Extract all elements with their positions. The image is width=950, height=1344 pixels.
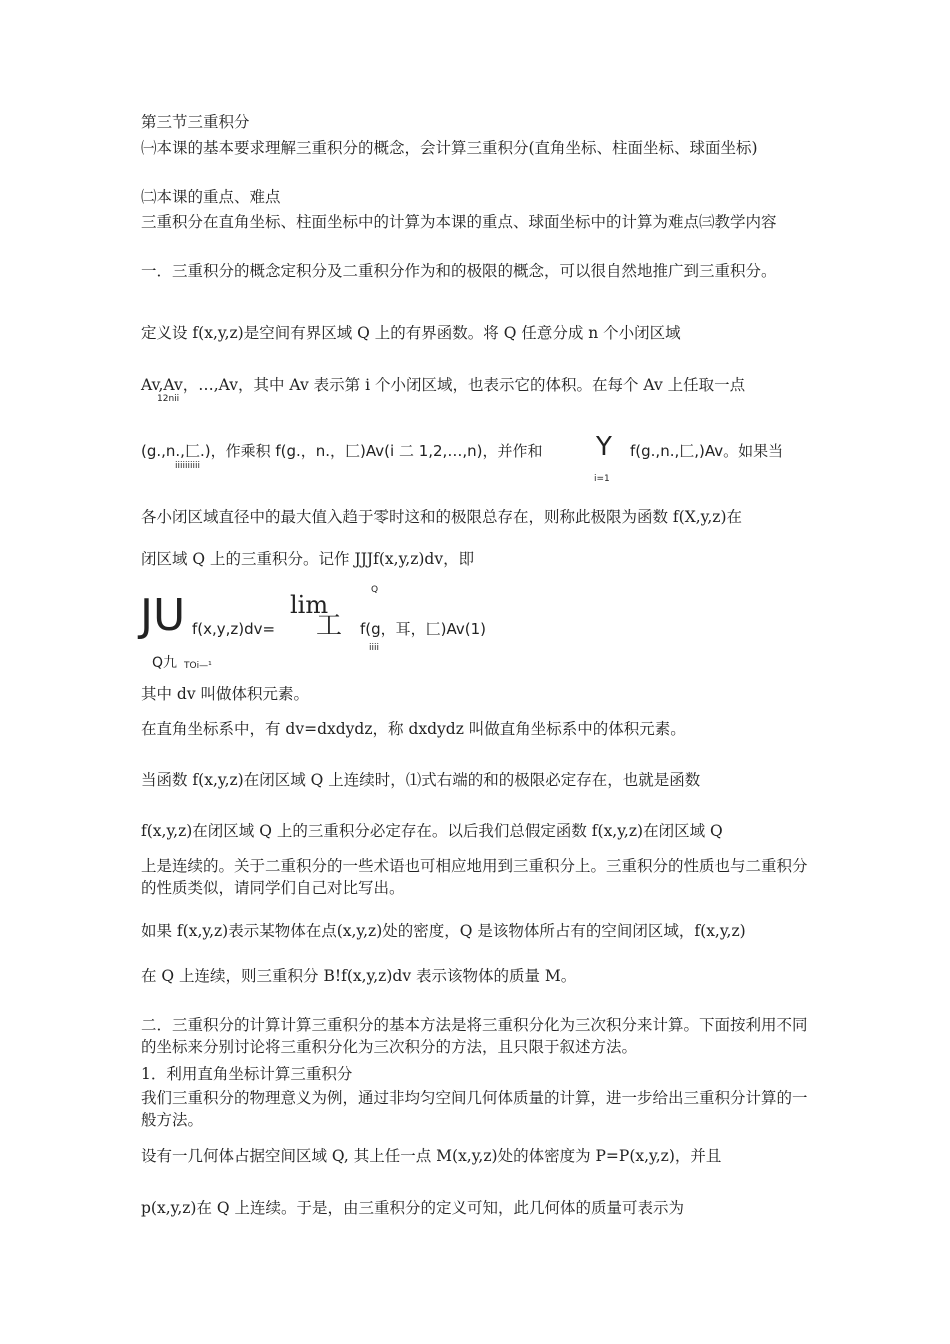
partition-line: Av,Av，…,Av，其中 Av 表示第 i 个小闭区域，也表示它的体积。在每个 Av 上任取一点 [141,376,746,394]
sum-index: i=1 [594,474,610,484]
product-subscripts: iiiiiiiiii [175,461,201,471]
formula-region-label: Q [371,585,379,595]
continuity-line: 当函数 f(x,y,z)在闭区域 Q 上连续时，⑴式右端的和的极限必定存在，也就是函数 [141,771,701,789]
physical-meaning-paragraph: 我们三重积分的物理意义为例，通过非均匀空间几何体质量的计算，进一步给出三重积分计算的一般方法。 [141,1089,808,1129]
cartesian-volume-element-line: 在直角坐标系中，有 dv=dxdydz，称 dxdydz 叫做直角坐标系中的体积元素。 [141,720,686,738]
limit-symbol: lim [290,591,329,619]
mass-line: 在 Q 上连续，则三重积分 B!f(x,y,z)dv 表示该物体的质量 M。 [141,967,577,985]
formula-left-side: f(x,y,z)dv= [192,620,276,638]
key-points-paragraph: 三重积分在直角坐标、柱面坐标中的计算为本课的重点、球面坐标中的计算为难点㈢教学内容 [141,213,777,231]
existence-line: f(x,y,z)在闭区域 Q 上的三重积分必定存在。以后我们总假定函数 f(x,y,z)在闭区域 Q [141,822,723,840]
product-sum-line: (g.,n.,匚.)，作乘积 f(g.，n.，匚)Av(i 二 1,2,…,n)，并作和 [141,442,543,460]
cartesian-heading: 1．利用直角坐标计算三重积分 [141,1065,353,1083]
key-points-heading: ㈡本课的重点、难点 [141,188,281,206]
formula-subscripts: iiii [369,643,380,653]
integral-notation-line: 闭区域 Q 上的三重积分。记作 JJJf(x,y,z)dv，即 [141,550,475,568]
definition-line: 定义设 f(x,y,z)是空间有界区域 Q 上的有界函数。将 Q 任意分成 n 个小闭区域 [141,324,681,342]
summation-symbol: 工 [316,611,343,641]
requirements-paragraph: ㈠本课的基本要求理解三重积分的概念，会计算三重积分(直角坐标、柱面坐标、球面坐标) [141,139,758,157]
sum-symbol: Y [596,432,612,462]
partition-subscripts: 12nii [157,394,180,404]
volume-element-line: 其中 dv 叫做体积元素。 [141,685,310,703]
integral-sign: JU [140,590,186,641]
computation-paragraph: 二．三重积分的计算计算三重积分的基本方法是将三重积分化为三次积分来计算。下面按利用不同的坐标来分别讨论将三重积分化为三次积分的方法，且只限于叙述方法。 [141,1016,808,1056]
section-title: 第三节三重积分 [141,113,250,131]
properties-paragraph: 上是连续的。关于二重积分的一些术语也可相应地用到三重积分上。三重积分的性质也与二重积分的性质类似，请同学们自己对比写出。 [141,857,808,897]
limit-condition-subscript: TOi—¹ [184,661,212,671]
limit-line: 各小闭区域直径中的最大值入趋于零时这和的极限总存在，则称此极限为函数 f(X,y,z)在 [141,508,743,526]
mass-expression-line: p(x,y,z)在 Q 上连续。于是，由三重积分的定义可知，此几何体的质量可表示为 [141,1199,685,1217]
concept-paragraph: 一．三重积分的概念定积分及二重积分作为和的极限的概念，可以很自然地推广到三重积分。 [141,262,777,280]
product-sum-tail: f(g.,n.,匚,)Av。如果当 [630,442,784,460]
limit-condition: Q九 [152,655,178,671]
geometric-body-line: 设有一几何体占据空间区域 Q, 其上任一点 M(x,y,z)处的体密度为 P=P(x,y,z)，并且 [141,1147,722,1165]
density-line: 如果 f(x,y,z)表示某物体在点(x,y,z)处的密度，Q 是该物体所占有的空间闭区域，f(x,y,z) [141,922,746,940]
formula-right-side: f(g，耳，匚)Av(1) [360,620,487,638]
